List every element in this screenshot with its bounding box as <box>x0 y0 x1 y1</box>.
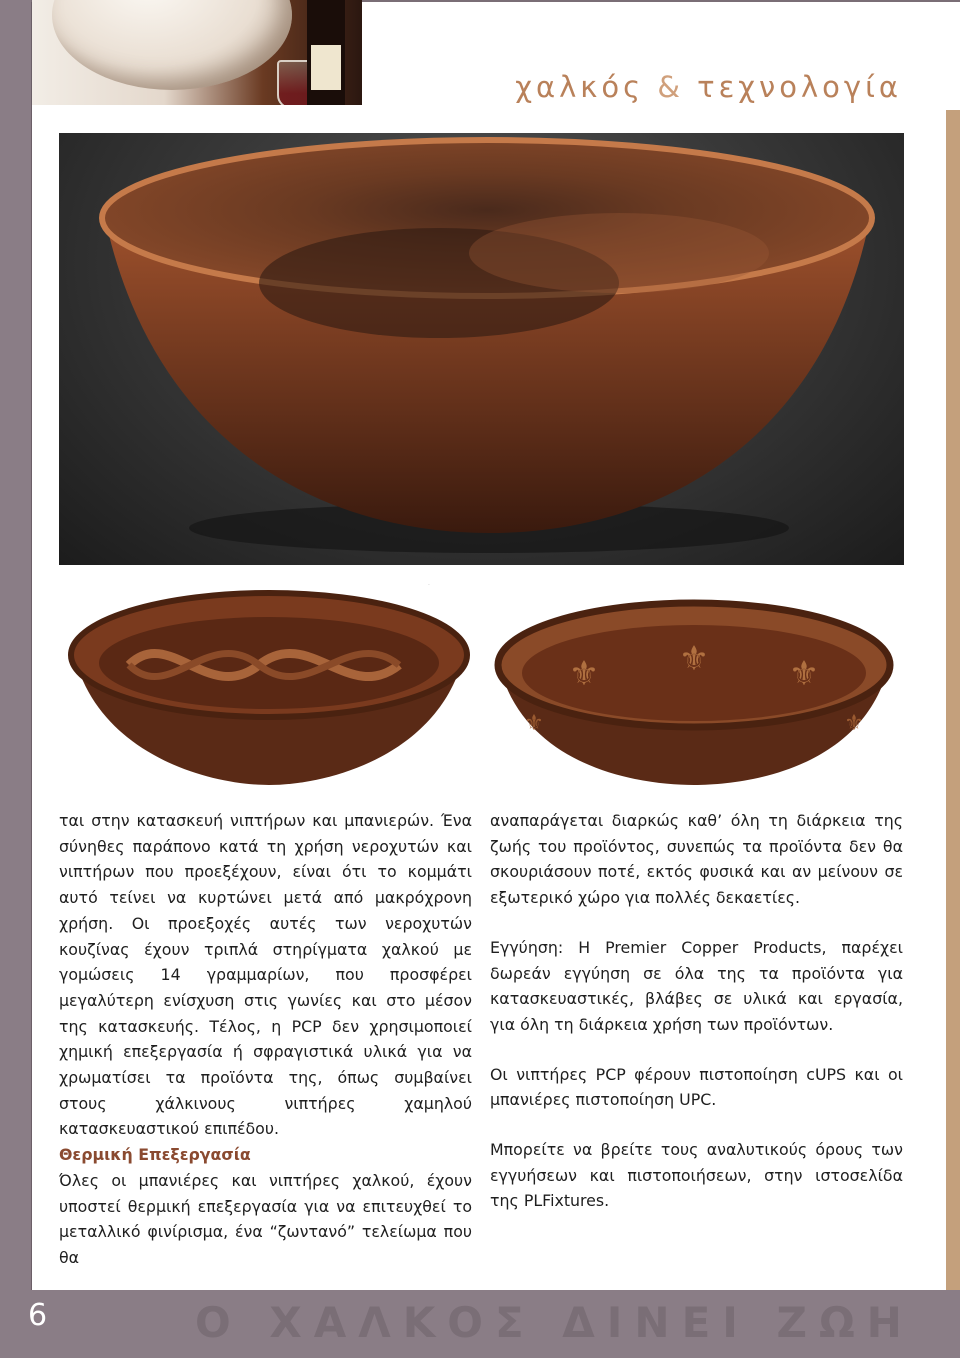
certification-paragraph: Οι νιπτήρες PCP φέρουν πιστοποίηση cUPS και οι μπανιέρες πιστοποίηση UPC. <box>490 1064 903 1110</box>
section-title-ampersand: & <box>657 70 684 104</box>
left-margin-strip <box>0 0 32 1358</box>
bottom-left-photo <box>59 585 479 785</box>
left-paragraph-2: Όλες οι μπανιέρες και νιπτήρες χαλκού, έχουν υποστεί θερμική επεξεργασία για να επιτευχθεί το μεταλλικό φινίρισμα, ένα “ζωντανό” τελείωμα που θα <box>59 1170 472 1267</box>
svg-text:⚜: ⚜ <box>524 711 544 736</box>
website-paragraph: Μπορείτε να βρείτε τους αναλυτικούς όρους των εγγυήσεων και πιστοποιήσεων, στην ιστοσελίδα της PLFixtures. <box>490 1140 903 1211</box>
right-margin-strip <box>946 110 960 1290</box>
right-paragraph-1: αναπαράγεται διαρκώς καθ’ όλη τη διάρκεια της ζωής του προϊόντος, συνεπώς τα προϊόντα δεν θα σκουριάσουν ποτέ, εκτός φυσικά και αν μείνουν σε εξωτερικό χώρο για πολλές δεκαετίες. <box>490 811 903 908</box>
top-left-photo <box>32 0 362 105</box>
copper-bowl-rim <box>52 0 292 90</box>
svg-text:⚜: ⚜ <box>788 654 820 694</box>
section-title <box>515 70 902 104</box>
bottom-right-photo <box>484 585 904 785</box>
warranty-paragraph: Εγγύηση: Η Premier Copper Products, παρέχει δωρεάν εγγύηση σε όλα της τα προϊόντα για κατασκευαστικές, βλάβες σε υλικά και εργασία, για όλη τη διάρκεια χρήση των προϊόντων. <box>490 937 903 1034</box>
page-number: 6 <box>28 1298 48 1333</box>
svg-text:⚜: ⚜ <box>568 654 600 694</box>
section-title-part1: χαλκός <box>515 70 645 104</box>
fleur-de-lis-sink-image <box>484 585 904 785</box>
svg-text:⚜: ⚜ <box>844 711 864 736</box>
left-paragraph-1: ται στην κατασκευή νιπτήρων και μπανιερών. Ένα σύνηθες παράπονο κατά τη χρήση νεροχυτών και νιπτήρων που προεξέχουν, είναι ότι το κομμάτι αυτό τείνει να κυρτώνει μετά από μακρόχρονη χρήση. Οι προεξοχές αυτές των νεροχυτών κουζίνας έχουν τριπλά στηρίγματα χαλκού με γομώσεις 14 γραμμαρίων, που προσφέρει μεγαλύτερη ενίσχυση στις γωνίες και στο μέσον της κατασκευής. Τέλος, η PCP δεν χρησιμοποιεί χημική επεξεργασία ή σφραγιστικά υλικά για να χρωματίσει τα προϊόντα της, όπως συμβαίνει στους χάλκινους νιπτήρες χαμηλού κατασκευαστικού επιπέδου. <box>59 811 472 1139</box>
right-text-column <box>490 808 903 1214</box>
main-photo <box>59 133 904 565</box>
wave-pattern-sink-image <box>59 585 479 785</box>
wine-bottle-label <box>311 45 341 90</box>
heat-treatment-heading: Θερμική Επεξεργασία <box>59 1145 251 1165</box>
footer-slogan: Ο ΧΑΛΚΟΣ ΔΙΝΕΙ ΖΩΗ <box>195 1298 914 1347</box>
svg-text:⚜: ⚜ <box>678 639 710 679</box>
main-vessel-sink-image <box>59 133 904 565</box>
section-title-part2: τεχνολογία <box>697 70 902 104</box>
left-text-column <box>59 808 472 1271</box>
